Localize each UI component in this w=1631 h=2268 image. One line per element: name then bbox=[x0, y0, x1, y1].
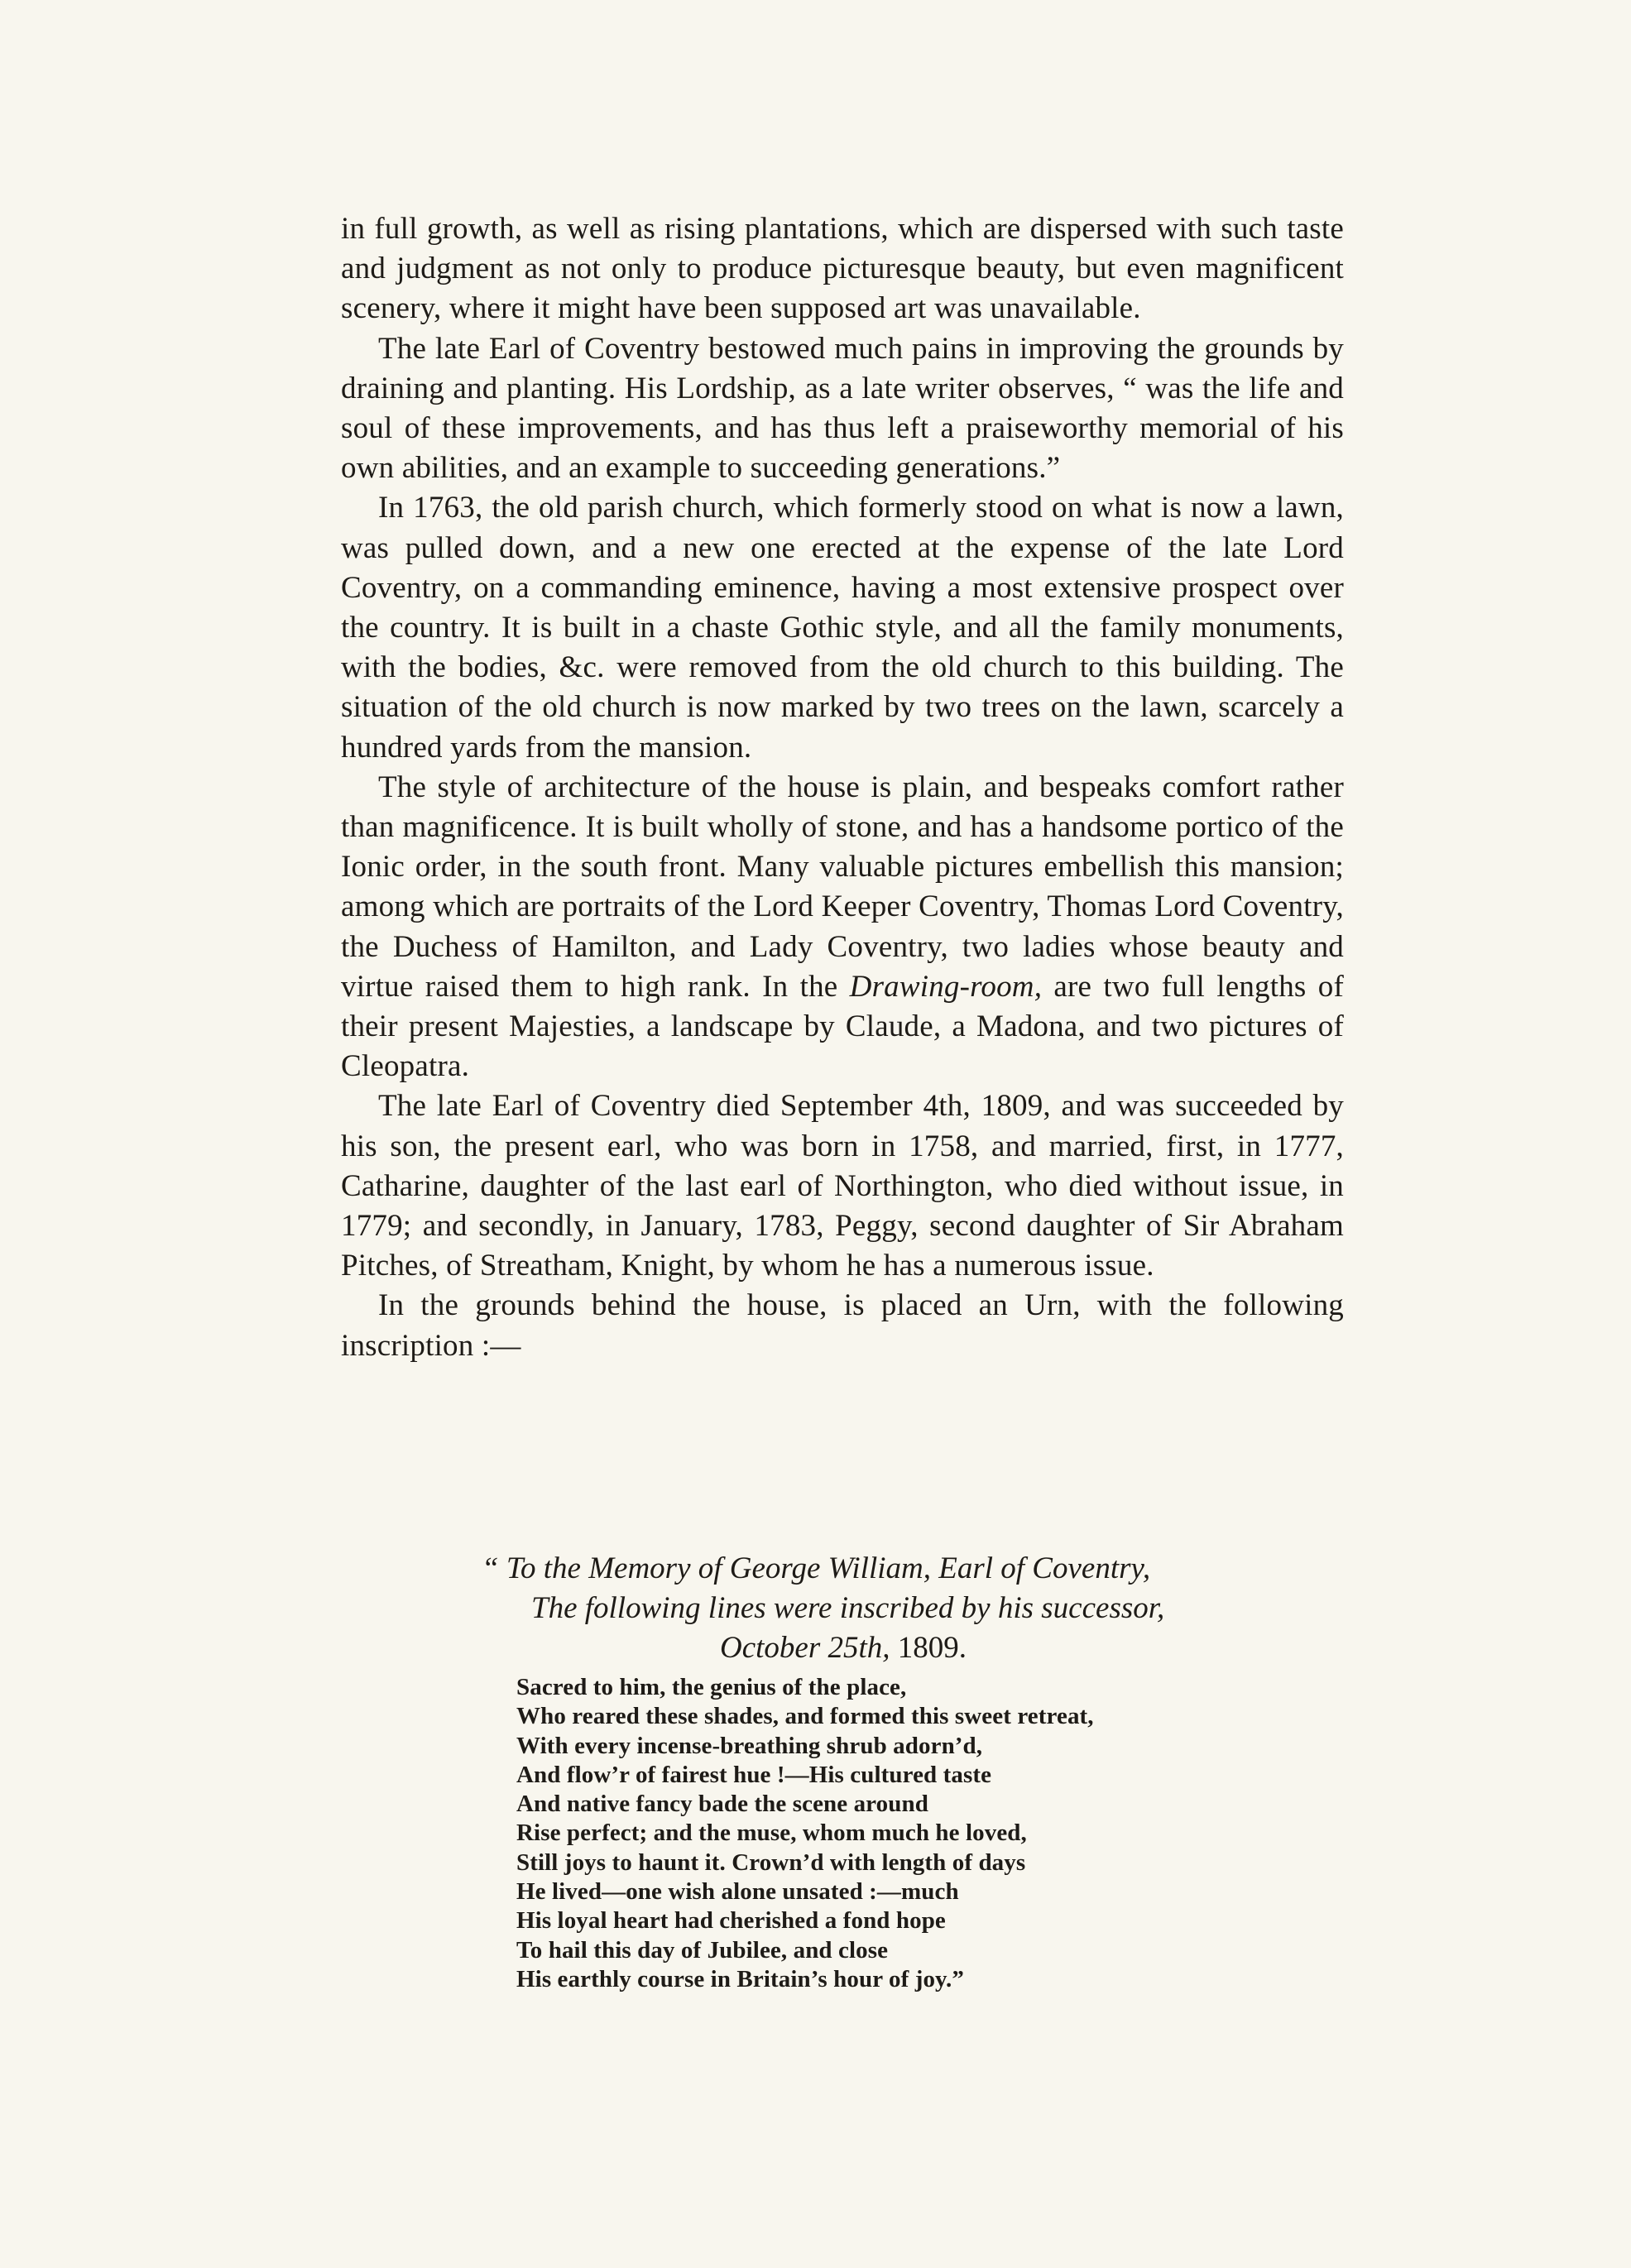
poem-line: And flow’r of fairest hue !—His cultured taste bbox=[516, 1761, 992, 1788]
urn-inscription-heading bbox=[341, 1549, 1344, 1668]
poem-line: With every incense-breathing shrub adorn’d, bbox=[516, 1732, 983, 1759]
paragraph-architecture bbox=[341, 768, 1344, 1087]
poem-line: His earthly course in Britain’s hour of joy.” bbox=[516, 1965, 964, 1992]
paragraph-earl-improvements: The late Earl of Coventry bestowed much pains in improving the grounds by draining and planting. His Lordship, as a late writer observes, “ was the life and soul of these improvements, and has thus left a praiseworthy memorial of his own abilities, and an example to succeeding generations.” bbox=[341, 331, 1344, 486]
dedication-line-2: The following lines were inscribed by his successor, bbox=[531, 1591, 1165, 1625]
paragraph-grounds: in full growth, as well as rising plantations, which are dispersed with such taste and judgment as not only to produce picturesque beauty, but even magnificent scenery, where it might have been supposed art was unavailable. bbox=[341, 212, 1344, 326]
poem-line: Still joys to haunt it. Crown’d with length of days bbox=[516, 1848, 1026, 1876]
drawing-room-italic: Drawing-room, bbox=[849, 969, 1043, 1004]
poem-line: And native fancy bade the scene around bbox=[516, 1791, 928, 1818]
dedication-date-italic: October 25th, bbox=[720, 1631, 890, 1665]
dedication-date bbox=[341, 1628, 1344, 1668]
paragraph-earl-death: The late Earl of Coventry died September 4th, 1809, and was succeeded by his son, the present earl, who was born in 1758, and married, first, in 1777, Catharine, daughter of the last earl of Northington, who died without issue, in 1779; and secondly, in January, 1783, Peggy, second daughter of Sir Abraham Pitches, of Streatham, Knight, by whom he has a numerous issue. bbox=[341, 1089, 1344, 1283]
dedication-year: 1809. bbox=[890, 1631, 967, 1665]
architecture-text-after: are two full lengths of their present Majesties, a landscape by Claude, a Madona, and two pictures of Cleopatra. bbox=[341, 969, 1344, 1084]
poem-line: To hail this day of Jubilee, and close bbox=[516, 1936, 889, 1964]
paragraph-parish-church: In 1763, the old parish church, which formerly stood on what is now a lawn, was pulled down, and a new one erected at the expense of the late Lord Coventry, on a commanding eminence, having a most extensive prospect over the country. It is built in a chaste Gothic style, and all the family monuments, with the bodies, &c. were removed from the old church to this building. The situation of the old church is now marked by two trees on the lawn, scarcely a hundred yards from the mansion. bbox=[341, 491, 1344, 765]
poem-line: He lived—one wish alone unsated :—much bbox=[516, 1878, 959, 1906]
poem-line: Rise perfect; and the muse, whom much he loved, bbox=[516, 1820, 1027, 1847]
inscription-poem bbox=[516, 1673, 1261, 1994]
dedication-line-1: “ To the Memory of George William, Earl of Coventry, bbox=[482, 1551, 1151, 1585]
poem-line: His loyal heart had cherished a fond hope bbox=[516, 1907, 946, 1935]
body-text bbox=[341, 209, 1344, 1366]
paragraph-urn: In the grounds behind the house, is placed an Urn, with the following inscription :— bbox=[341, 1288, 1344, 1363]
poem-line: Who reared these shades, and formed this sweet retreat, bbox=[516, 1703, 1094, 1730]
architecture-text-before: The style of architecture of the house is plain, and bespeaks comfort rather than magnificence. It is built wholly of stone, and has a handsome portico of the Ionic order, in the south front. Many valuable pictures embellish this mansion; among which are portraits of the Lord Keeper Coventry, Thomas Lord Coventry, the Duchess of Hamilton, and Lady Coventry, two ladies whose beauty and virtue raised them to high rank. In the bbox=[341, 770, 1344, 1004]
poem-line: Sacred to him, the genius of the place, bbox=[516, 1674, 907, 1700]
